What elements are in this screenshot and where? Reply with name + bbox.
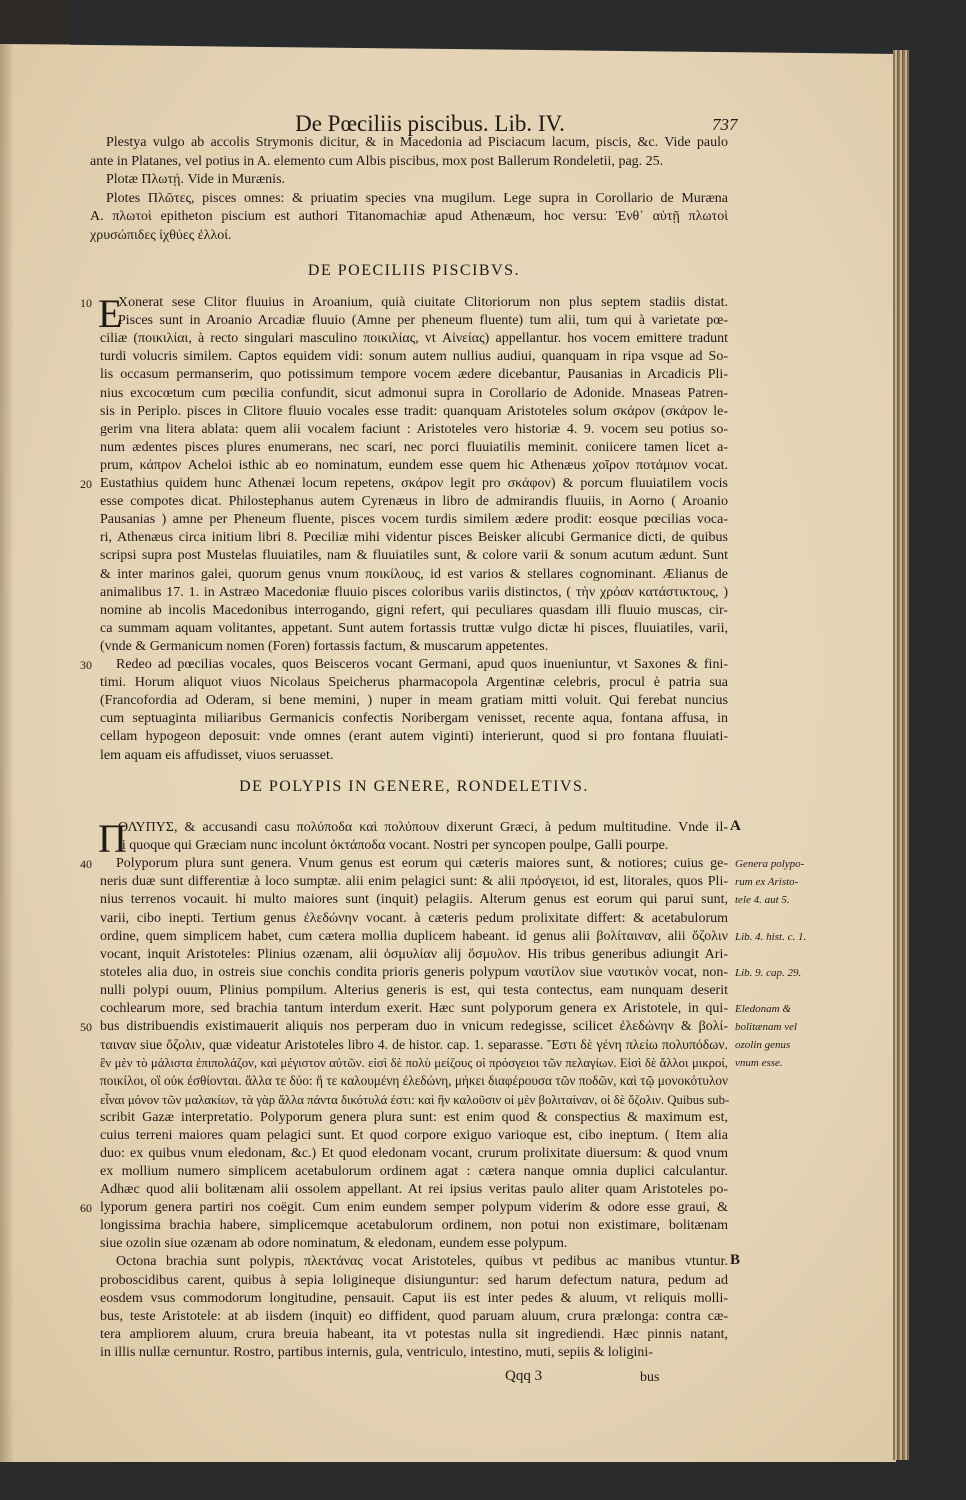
- text-line: Plotæ Πλωτῄ. Vide in Murænis.: [106, 172, 286, 188]
- text-line: ca summam aquam volitantes, appetant. Sunt autem fortassis truttæ vulgo dictæ hi pisces, fluuiatiles, varii,: [100, 620, 728, 636]
- text-line: cum septuaginta miliaribus Germanicis confectis Noribergam venisset, recente aqua, fontana affusa, in: [100, 711, 728, 727]
- marginal-note: Eledonam &: [735, 1003, 791, 1015]
- text-line: ciliæ (ποικιλίαι, à recto singulari masculino ποικιλίας, vt Αἰνείας) appellantur. hos vocem emittere tradunt: [100, 331, 728, 347]
- marginal-note: bolitænam vel: [735, 1021, 798, 1034]
- text-line: timi. Horum aliquot viuos Nicolaus Speicherus pharmacopola Argentinæ celebris, procul è patria sua: [100, 675, 728, 691]
- marginal-note: rum ex Aristo-: [735, 876, 799, 889]
- section-marker: A: [730, 818, 741, 834]
- section-heading: DE POECILIIS PISCIBVS.: [307, 262, 521, 279]
- text-line: tera ampliorem aluum, crura breuia habeant, ita vt potestas nulla sit ingrediendi. Hæc pinnis natant,: [100, 1326, 728, 1342]
- text-line: ex mollium numero simplicem acetabulorum ordinem agat : cætera nanque omnia duplici calculantur.: [100, 1163, 728, 1179]
- text-line: cuius terreni maiores quam pelagici sunt. Et quod corpore exiguo varioque est, cibo ineptum. ( Item alia: [100, 1127, 728, 1143]
- marginal-note: tele 4. aut 5.: [735, 894, 790, 907]
- text-line: sis in Periplo. pisces in Clitore fluuio vocales esse tradit: quanquam Aristoteles solum σκάρον (σκάρον le-: [100, 403, 728, 419]
- text-line: lem aquam eis affudisset, viuos seruasset.: [100, 747, 334, 763]
- text-line: (Francofordia ad Oderam, si bene memini, ) nuper in meam gratiam mitti voluit. Qui ferebat nuncius: [100, 693, 728, 709]
- text-line: Pausanias ) amne per Pheneum fluente, pisces vocem turdis similem ædere prodit: eosque pœcilias voca-: [100, 512, 728, 528]
- section-marker: B: [730, 1252, 741, 1269]
- text-line: stoteles alia duo, in ostreis siue conchis condita prioris generis polypum ναυτίλον siue ναυτικὸν vocat, non-: [100, 964, 728, 980]
- line-number: 60: [80, 1201, 92, 1216]
- text-line: nius terrenos vocauit. hi multo maiores sunt (inquit) pelagiis. Alterum genus est eorum qui parui sunt,: [100, 892, 728, 908]
- catchword: bus: [640, 1370, 660, 1385]
- book-spine: [0, 0, 70, 47]
- text-line: varii, cibo inepti. Tertium genus ἐλεδώνην vocant. à cæteris pedum prolixitate differt: & acetabulorum: [100, 910, 728, 926]
- text-line: Octona brachia sunt polypis, πλεκτάνας vocat Aristoteles, quibus vt pedibus ac manibus vtuntur.: [116, 1254, 728, 1270]
- text-line: esse compotes dicat. Philostephanus autem Cyrenæus in libro de admirandis fluuiis, in Aorno ( Aroanio: [100, 494, 728, 510]
- text-line: prum, κάπρον Acheloi isthic ab eo nominatum, eundem esse quem hic Athenæus χοῖρον ποτάμιον vocat.: [100, 457, 728, 473]
- text-line: & inter marinos galei, quorum genus vnum ποικίλους, id est varios & stellares cognominant. Ælianus de: [100, 566, 728, 582]
- text-line: ποικίλοι, οἳ οὐκ ἐσθίονται. ἄλλα τε δύο: ἥ τε καλουμένη ἐλεδώνη, μήκει διαφέρουσα τῶν ποδῶν, καὶ τῷ μονοκότυλον: [100, 1073, 728, 1089]
- text-line: turdi volucris similem. Captos equidem vidi: sonum autem nullius audiui, quanquam in ripa vsque ad So-: [100, 349, 728, 365]
- section-heading: DE POLYPIS IN GENERE, RONDELETIVS.: [239, 778, 589, 795]
- text-line: χρυσώπιδες ἰχθύες ἐλλοί.: [90, 228, 232, 243]
- text-line: vocant, inquit Aristoteles: Plinius ozænam, alii ὀσμυλίαν alij ὄσμυλον. His tribus generibus adiungit Ari-: [100, 946, 728, 962]
- text-line: cellam hypogeon deposuit: vnde omnes (erant autem viginti) interierunt, quod si pro fontana fluuiati-: [100, 729, 728, 745]
- marginal-note: Genera polypo-: [735, 858, 805, 871]
- text-line: εἶναι μόνον τῶν μαλακίων, τὰ γὰρ ἄλλα πάντα δικότυλά ἐστι: καὶ ἣν καλοῦσιν οἱ μὲν βολιταίναν, οἱ δὲ ὄζολιν. Quibus sub-: [100, 1092, 730, 1107]
- text-line: nomine ab incolis Macedonibus interrogando, gigni refert, qui peculiares quasdam illi fluuio muscas, cir-: [100, 602, 728, 618]
- page-number: 737: [712, 115, 738, 134]
- text-line: longissima brachia habere, simplicemque acetabulorum ordinem, non potui non existimare, bolitænam: [100, 1218, 728, 1234]
- line-number: 20: [80, 477, 92, 491]
- text-line: li quoque qui Græciam nunc incolunt ὀκτάποδα vocant. Nostri per syncopen poulpe, Galli pourpe.: [118, 838, 669, 854]
- text-line: Adhæc quod alii bolitænam alii ossolem appellant. At rei ipsius veritas paulo aliter quam Aristoteles po-: [100, 1182, 728, 1197]
- line-number: 30: [80, 658, 92, 672]
- text-line: eosdem vsus commodorum longitudine, pensauit. Caput iis est inter pedes & aluum, vt reliquis molli-: [100, 1290, 728, 1306]
- text-line: ordine, quem simplicem habet, cum cætera mollia duplicem habeant. id genus alii βολίταιναν, alii ὄζολιν: [100, 928, 728, 944]
- line-number: 10: [80, 296, 92, 310]
- text-line: nius excocœtum cum pœcilia confundit, sicut admonui supra in Corollario de Adonide. Mnaseas Patren-: [100, 385, 728, 401]
- text-line: scripsi supra post Mustelas fluuiatiles, nam & fluuiatiles sunt, & colore varii & sonum acutum ædunt. Sunt: [100, 548, 728, 564]
- text-line: cochlearum more, sed brachia tantum interdum exerit. Hæc sunt polyporum genera ex Aristotele, in qui-: [100, 1001, 728, 1016]
- text-line: Plestya vulgo ab accolis Strymonis dicitur, & in Macedonia ad Pisciacum lacum, piscis, &c. Vide paulo: [106, 135, 728, 150]
- text-line: ante in Platanes, vel potius in A. elemento cum Albis piscibus, mox post Ballerum Rondeletii, pag. 25.: [90, 153, 664, 169]
- text-line: bus, teste Aristotele: at ab iisdem (inquit) eo diffident, quod paruam aluum, crura prælonga: contra cæ-: [100, 1308, 728, 1324]
- text-line: bus distribuendis existimauerit aliquis nos perperam duo in vnicum redegisse, scilicet ἐλεδώνην & βολί-: [100, 1019, 728, 1035]
- text-line: proboscidibus carent, quibus à sepia loligineque disiunguntur: sed harum defectum natura, pedum ad: [100, 1272, 728, 1288]
- text-line: animalibus 17. 1. in Astræo Macedoniæ fluuio pisces coloribus variis distinctos, ( τὴν χρόαν κατάστικτους, ): [100, 584, 728, 600]
- text-line: Polyporum plura sunt genera. Vnum genus est eorum qui cæteris maiores sunt, & notiores; cuius ge-: [116, 856, 728, 872]
- text-line: Pisces sunt in Aroanio Arcadiæ fluuio (Amne per pheneum fluente) tum alii, tum qui à varietate pœ-: [118, 313, 728, 329]
- text-line: ΟΛΥΠΥΣ, & accusandi casu πολύποδα καὶ πολύπουν dixerunt Græci, à pedum multitudine. Vnde il-: [118, 820, 728, 835]
- text-line: ἓν μὲν τὸ μάλιστα ἐπιπολάζον, καὶ μέγιστον αὐτῶν. εἰσὶ δὲ πολὺ μείζους οἱ πρόσγειοι τῶν πελαγίων. Εἰσὶ δὲ ἄλλοι μικροί,: [100, 1056, 728, 1071]
- drop-cap: E: [98, 291, 123, 336]
- text-line: Xonerat sese Clitor fluuius in Aroanium, quià ciuitate Clitoriorum non plus septem stadiis distat.: [118, 295, 728, 310]
- text-line: num ædentes pisces plures enumerans, nec scari, nec porci fluuiatilis meminit. coniicere tamen licet a-: [100, 439, 728, 455]
- text-line: gerim vna litera ablata: quem alii vocalem faciunt : Aristoteles vero historiæ 4. 9. vocem seu potius so-: [100, 421, 728, 437]
- text-line: in illis nullæ cernuntur. Rostro, partibus internis, gula, ventriculo, intestino, muti, sepiis & loligini-: [100, 1344, 653, 1360]
- signature-mark: Qqq 3: [505, 1368, 543, 1384]
- page-edges: [893, 50, 909, 1460]
- line-number: 40: [80, 857, 92, 872]
- text-line: ταιναν siue ὄζολιν, quæ videatur Aristoteles libro 4. de histor. cap. 1. separasse. Ἔστι δὲ γένη πλείω πολυπόδων.: [100, 1037, 728, 1053]
- text-line: nulli polypi ouum, Plinius pompilum. Alterius generis is est, qui testa contectus, eam nunquam deserit: [100, 982, 728, 998]
- marginal-note: ozolin genus: [735, 1039, 791, 1052]
- marginal-note: vnum esse.: [735, 1057, 783, 1070]
- text-line: neris duæ sunt differentiæ à loco sumptæ. alii enim pelagici sunt: & alii πρόσγειοι, id est, litorales, quos Pli-: [100, 874, 728, 890]
- text-line: ri, Athenæus circa initium libri 8. Pœciliæ mihi videntur pisces Beisker alicubi Germanice dicti, de quibus: [100, 530, 728, 546]
- text-line: lis occasum permanserim, quo potissimum tempore vocem ædere dicebantur, Pausanias in Arcadicis Pli-: [100, 367, 728, 383]
- gutter-shadow: [0, 44, 14, 1462]
- text-line: (vnde & Germanicum nomen (Foren) fortassis factum, & muscarum appetentes.: [100, 638, 549, 654]
- drop-cap: Π: [98, 816, 127, 861]
- text-line: scribit Gazæ interpretatio. Polyporum genera plura sunt: est enim quod & conspectius & maximum est,: [100, 1109, 728, 1125]
- text-line: siue ozolin siue ozænam ab odore nominatum, & eledonam, eundem esse polypum.: [100, 1236, 568, 1252]
- marginal-note: Lib. 9. cap. 29.: [735, 966, 802, 979]
- text-line: Redeo ad pœcilias vocales, quos Beisceros vocant Germani, apud quos inueniuntur, vt Saxones & fini-: [116, 657, 728, 672]
- marginal-note: Lib. 4. hist. c. 1.: [735, 930, 807, 943]
- running-head-title: De Pœciliis piscibus. Lib. IV.: [295, 111, 565, 136]
- text-line: A. πλωτοὶ epitheton piscium est authori Titanomachiæ apud Athenæum, hoc versu: Ἐνθ᾽ αὐτῇ πλωτοὶ: [90, 209, 728, 225]
- text-line: Plotes Πλῶτες, pisces omnes: & priuatim species vna mugilum. Lege supra in Corollario de Muræna: [106, 190, 728, 206]
- line-number: 50: [80, 1020, 92, 1035]
- text-line: duo: ex quibus vnum eledonam, &c.) Et quod eledonam vocant, crurum prolixitate diuersum: & quod vnum: [100, 1145, 728, 1161]
- text-line: Eustathius quidem hunc Athenæi locum repetens, σκάρον legit pro σκάφον) & porcum fluuiatilem vocis: [100, 476, 728, 491]
- text-line: lyporum genera partiri nos coëgit. Cum enim eundem semper polypum viderim & odore esse graui, &: [100, 1200, 728, 1216]
